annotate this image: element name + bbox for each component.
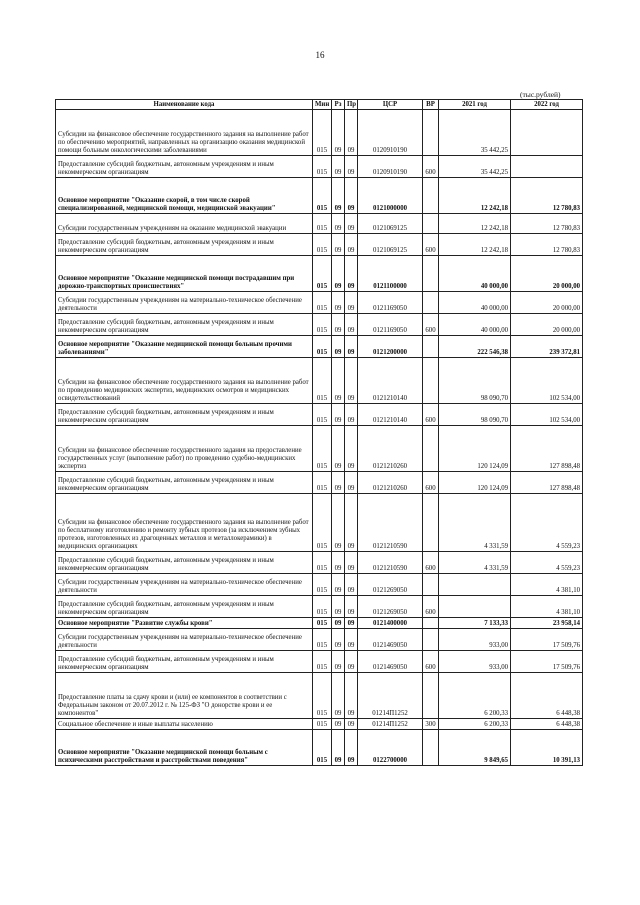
cell-min: 015 bbox=[313, 552, 332, 574]
cell-2022: 12 780,83 bbox=[511, 178, 583, 214]
cell-pr: 09 bbox=[345, 358, 358, 404]
table-row bbox=[56, 156, 583, 178]
table-row bbox=[56, 336, 583, 358]
table-row bbox=[56, 214, 583, 234]
cell-pr: 09 bbox=[345, 156, 358, 178]
cell-csr: 0120910190 bbox=[358, 110, 423, 156]
cell-vr: 600 bbox=[423, 596, 439, 618]
cell-min: 015 bbox=[313, 178, 332, 214]
cell-min: 015 bbox=[313, 719, 332, 730]
cell-2022: 17 509,76 bbox=[511, 629, 583, 651]
cell-csr: 0121100000 bbox=[358, 256, 423, 292]
cell-vr: 600 bbox=[423, 234, 439, 256]
cell-csr: 0121469050 bbox=[358, 629, 423, 651]
cell-pr: 09 bbox=[345, 110, 358, 156]
cell-min: 015 bbox=[313, 472, 332, 494]
cell-2021: 7 133,33 bbox=[439, 618, 511, 629]
cell-pr: 09 bbox=[345, 730, 358, 766]
cell-2021: 120 124,09 bbox=[439, 426, 511, 472]
cell-2021: 98 090,70 bbox=[439, 358, 511, 404]
cell-csr: 01214П1252 bbox=[358, 673, 423, 719]
table-row bbox=[56, 256, 583, 292]
cell-name: Субсидии государственным учреждениям на оказание медицинской эвакуации bbox=[56, 214, 313, 234]
cell-vr bbox=[423, 336, 439, 358]
cell-vr: 600 bbox=[423, 651, 439, 673]
cell-2021: 933,00 bbox=[439, 651, 511, 673]
cell-rz: 09 bbox=[332, 314, 345, 336]
table-row bbox=[56, 110, 583, 156]
cell-rz: 09 bbox=[332, 618, 345, 629]
units-label: (тыс.рублей) bbox=[520, 90, 561, 99]
cell-2022: 10 391,13 bbox=[511, 730, 583, 766]
cell-rz: 09 bbox=[332, 472, 345, 494]
cell-rz: 09 bbox=[332, 552, 345, 574]
cell-csr: 0121210590 bbox=[358, 494, 423, 552]
cell-vr: 600 bbox=[423, 404, 439, 426]
cell-csr: 0121210260 bbox=[358, 472, 423, 494]
cell-rz: 09 bbox=[332, 292, 345, 314]
cell-csr: 0121000000 bbox=[358, 178, 423, 214]
cell-vr bbox=[423, 673, 439, 719]
cell-2021: 98 090,70 bbox=[439, 404, 511, 426]
cell-rz: 09 bbox=[332, 214, 345, 234]
cell-2022: 4 559,23 bbox=[511, 552, 583, 574]
cell-pr: 09 bbox=[345, 404, 358, 426]
cell-name: Предоставление субсидий бюджетным, автономным учреждениям и иным некоммерческим организациям bbox=[56, 596, 313, 618]
table-row bbox=[56, 618, 583, 629]
cell-2022: 127 898,48 bbox=[511, 472, 583, 494]
cell-name: Социальное обеспечение и иные выплаты населению bbox=[56, 719, 313, 730]
cell-pr: 09 bbox=[345, 494, 358, 552]
cell-pr: 09 bbox=[345, 629, 358, 651]
cell-pr: 09 bbox=[345, 178, 358, 214]
cell-vr bbox=[423, 256, 439, 292]
header-2021: 2021 год bbox=[439, 100, 511, 110]
cell-pr: 09 bbox=[345, 574, 358, 596]
cell-rz: 09 bbox=[332, 426, 345, 472]
cell-min: 015 bbox=[313, 336, 332, 358]
cell-csr: 0121400000 bbox=[358, 618, 423, 629]
cell-name: Основное мероприятие "Оказание медицинской помощи больным прочими заболеваниями" bbox=[56, 336, 313, 358]
cell-rz: 09 bbox=[332, 673, 345, 719]
cell-2022: 23 958,14 bbox=[511, 618, 583, 629]
cell-vr bbox=[423, 214, 439, 234]
cell-min: 015 bbox=[313, 730, 332, 766]
table-row bbox=[56, 574, 583, 596]
cell-vr: 600 bbox=[423, 472, 439, 494]
table-row bbox=[56, 314, 583, 336]
cell-name: Субсидии государственным учреждениям на материально-техническое обеспечение деятельности bbox=[56, 574, 313, 596]
cell-2021: 40 000,00 bbox=[439, 314, 511, 336]
cell-vr: 600 bbox=[423, 314, 439, 336]
cell-name: Предоставление субсидий бюджетным, автономным учреждениям и иным некоммерческим организациям bbox=[56, 234, 313, 256]
table-row bbox=[56, 596, 583, 618]
cell-pr: 09 bbox=[345, 596, 358, 618]
cell-2022: 20 000,00 bbox=[511, 256, 583, 292]
cell-pr: 09 bbox=[345, 292, 358, 314]
cell-csr: 0121210140 bbox=[358, 358, 423, 404]
cell-csr: 0121069125 bbox=[358, 234, 423, 256]
cell-rz: 09 bbox=[332, 574, 345, 596]
table-row bbox=[56, 629, 583, 651]
cell-vr bbox=[423, 618, 439, 629]
cell-2021: 12 242,18 bbox=[439, 234, 511, 256]
cell-rz: 09 bbox=[332, 730, 345, 766]
cell-2021: 933,00 bbox=[439, 629, 511, 651]
table-row bbox=[56, 178, 583, 214]
table-row bbox=[56, 552, 583, 574]
cell-pr: 09 bbox=[345, 618, 358, 629]
cell-min: 015 bbox=[313, 358, 332, 404]
cell-min: 015 bbox=[313, 156, 332, 178]
cell-vr bbox=[423, 110, 439, 156]
cell-2022: 6 448,38 bbox=[511, 719, 583, 730]
cell-pr: 09 bbox=[345, 214, 358, 234]
cell-vr: 600 bbox=[423, 156, 439, 178]
cell-rz: 09 bbox=[332, 404, 345, 426]
cell-rz: 09 bbox=[332, 156, 345, 178]
cell-name: Основное мероприятие "Развитие службы крови" bbox=[56, 618, 313, 629]
cell-min: 015 bbox=[313, 214, 332, 234]
cell-vr bbox=[423, 730, 439, 766]
cell-name: Предоставление субсидий бюджетным, автономным учреждениям и иным некоммерческим организациям bbox=[56, 472, 313, 494]
cell-csr: 0120910190 bbox=[358, 156, 423, 178]
cell-rz: 09 bbox=[332, 234, 345, 256]
cell-2022: 12 780,83 bbox=[511, 214, 583, 234]
table-row bbox=[56, 404, 583, 426]
cell-2022: 239 372,81 bbox=[511, 336, 583, 358]
cell-2021: 4 331,59 bbox=[439, 494, 511, 552]
cell-2021: 40 000,00 bbox=[439, 256, 511, 292]
header-min: Мин bbox=[313, 100, 332, 110]
cell-csr: 0121269050 bbox=[358, 574, 423, 596]
cell-pr: 09 bbox=[345, 314, 358, 336]
table-row bbox=[56, 730, 583, 766]
cell-pr: 09 bbox=[345, 719, 358, 730]
cell-min: 015 bbox=[313, 651, 332, 673]
cell-2022: 4 381,10 bbox=[511, 574, 583, 596]
cell-rz: 09 bbox=[332, 178, 345, 214]
cell-2021: 6 200,33 bbox=[439, 673, 511, 719]
cell-csr: 0121169050 bbox=[358, 314, 423, 336]
cell-min: 015 bbox=[313, 110, 332, 156]
cell-csr: 0121469050 bbox=[358, 651, 423, 673]
cell-rz: 09 bbox=[332, 651, 345, 673]
cell-pr: 09 bbox=[345, 256, 358, 292]
cell-2021: 35 442,25 bbox=[439, 110, 511, 156]
cell-vr bbox=[423, 292, 439, 314]
table-row bbox=[56, 234, 583, 256]
table-row bbox=[56, 494, 583, 552]
cell-pr: 09 bbox=[345, 472, 358, 494]
cell-vr bbox=[423, 426, 439, 472]
cell-pr: 09 bbox=[345, 673, 358, 719]
cell-2022: 127 898,48 bbox=[511, 426, 583, 472]
cell-vr bbox=[423, 178, 439, 214]
cell-min: 015 bbox=[313, 234, 332, 256]
cell-name: Предоставление субсидий бюджетным, автономным учреждениям и иным некоммерческим организациям bbox=[56, 314, 313, 336]
cell-csr: 0121169050 bbox=[358, 292, 423, 314]
cell-name: Основное мероприятие "Оказание медицинской помощи пострадавшим при дорожно-транспортных происшествиях" bbox=[56, 256, 313, 292]
cell-csr: 0121210590 bbox=[358, 552, 423, 574]
cell-name: Предоставление субсидий бюджетным, автономным учреждениям и иным некоммерческим организациям bbox=[56, 156, 313, 178]
cell-2021: 120 124,09 bbox=[439, 472, 511, 494]
cell-min: 015 bbox=[313, 494, 332, 552]
cell-2022: 6 448,38 bbox=[511, 673, 583, 719]
cell-pr: 09 bbox=[345, 234, 358, 256]
cell-2021: 9 849,65 bbox=[439, 730, 511, 766]
cell-rz: 09 bbox=[332, 494, 345, 552]
cell-csr: 01214П1252 bbox=[358, 719, 423, 730]
table-header-row bbox=[56, 100, 583, 110]
cell-csr: 0121069125 bbox=[358, 214, 423, 234]
cell-2021: 6 200,33 bbox=[439, 719, 511, 730]
cell-2021: 35 442,25 bbox=[439, 156, 511, 178]
header-rz: Рз bbox=[332, 100, 345, 110]
table-row bbox=[56, 673, 583, 719]
cell-name: Предоставление субсидий бюджетным, автономным учреждениям и иным некоммерческим организациям bbox=[56, 404, 313, 426]
cell-min: 015 bbox=[313, 292, 332, 314]
cell-2022: 17 509,76 bbox=[511, 651, 583, 673]
cell-min: 015 bbox=[313, 673, 332, 719]
cell-pr: 09 bbox=[345, 651, 358, 673]
cell-2021 bbox=[439, 596, 511, 618]
cell-min: 015 bbox=[313, 618, 332, 629]
cell-rz: 09 bbox=[332, 336, 345, 358]
cell-name: Субсидии государственным учреждениям на материально-техническое обеспечение деятельности bbox=[56, 629, 313, 651]
cell-vr: 300 bbox=[423, 719, 439, 730]
cell-csr: 0121269050 bbox=[358, 596, 423, 618]
cell-name: Предоставление платы за сдачу крови и (или) ее компонентов в соответствии с Федеральным законом от 20.07.2012 г. № 125-ФЗ "О донорстве крови и ее компонентов" bbox=[56, 673, 313, 719]
page-number: 16 bbox=[315, 50, 325, 60]
header-2022: 2022 год bbox=[511, 100, 583, 110]
cell-name: Субсидии на финансовое обеспечение государственного задания на выполнение работ по проведению медицинских экспертиз, медицинских осмотров и медицинских освидетельствований bbox=[56, 358, 313, 404]
cell-name: Основное мероприятие "Оказание скорой, в том числе скорой специализированной, медицинской помощи, медицинской эвакуации" bbox=[56, 178, 313, 214]
cell-vr bbox=[423, 574, 439, 596]
cell-min: 015 bbox=[313, 404, 332, 426]
table-row bbox=[56, 719, 583, 730]
cell-vr bbox=[423, 629, 439, 651]
header-vr: ВР bbox=[423, 100, 439, 110]
table-row bbox=[56, 651, 583, 673]
cell-name: Субсидии на финансовое обеспечение государственного задания на предоставление государственных услуг (выполнение работ) по проведению судебно-медицинских экспертиз bbox=[56, 426, 313, 472]
cell-2021: 222 546,38 bbox=[439, 336, 511, 358]
cell-2022: 4 559,23 bbox=[511, 494, 583, 552]
cell-vr: 600 bbox=[423, 552, 439, 574]
cell-csr: 0121210260 bbox=[358, 426, 423, 472]
cell-csr: 0121200000 bbox=[358, 336, 423, 358]
cell-2021: 40 000,00 bbox=[439, 292, 511, 314]
cell-name: Субсидии на финансовое обеспечение государственного задания на выполнение работ по бесплатному изготовлению и ремонту зубных протезов (за исключением зубных протезов, изготовленных из драгоценных металлов и металлокерамики) в медицинских организациях bbox=[56, 494, 313, 552]
cell-2022: 102 534,00 bbox=[511, 404, 583, 426]
cell-name: Субсидии на финансовое обеспечение государственного задания на выполнение работ по обеспечению мероприятий, направленных на организацию оказания медицинской помощи больным онкологическими заболеваниями bbox=[56, 110, 313, 156]
cell-vr bbox=[423, 494, 439, 552]
cell-min: 015 bbox=[313, 629, 332, 651]
cell-min: 015 bbox=[313, 314, 332, 336]
cell-vr bbox=[423, 358, 439, 404]
cell-csr: 0122700000 bbox=[358, 730, 423, 766]
cell-name: Субсидии государственным учреждениям на материально-техническое обеспечение деятельности bbox=[56, 292, 313, 314]
cell-2022: 4 381,10 bbox=[511, 596, 583, 618]
table-row bbox=[56, 358, 583, 404]
cell-pr: 09 bbox=[345, 426, 358, 472]
cell-2021: 4 331,59 bbox=[439, 552, 511, 574]
table-row bbox=[56, 426, 583, 472]
header-pr: Пр bbox=[345, 100, 358, 110]
table-row bbox=[56, 472, 583, 494]
cell-min: 015 bbox=[313, 426, 332, 472]
cell-rz: 09 bbox=[332, 358, 345, 404]
cell-2022: 102 534,00 bbox=[511, 358, 583, 404]
cell-rz: 09 bbox=[332, 596, 345, 618]
cell-name: Предоставление субсидий бюджетным, автономным учреждениям и иным некоммерческим организациям bbox=[56, 651, 313, 673]
cell-min: 015 bbox=[313, 574, 332, 596]
cell-rz: 09 bbox=[332, 629, 345, 651]
cell-2021 bbox=[439, 574, 511, 596]
cell-pr: 09 bbox=[345, 336, 358, 358]
cell-rz: 09 bbox=[332, 110, 345, 156]
cell-2021: 12 242,18 bbox=[439, 178, 511, 214]
budget-table bbox=[55, 99, 583, 766]
cell-csr: 0121210140 bbox=[358, 404, 423, 426]
cell-2022 bbox=[511, 156, 583, 178]
cell-name: Предоставление субсидий бюджетным, автономным учреждениям и иным некоммерческим организациям bbox=[56, 552, 313, 574]
cell-2022: 12 780,83 bbox=[511, 234, 583, 256]
cell-pr: 09 bbox=[345, 552, 358, 574]
cell-min: 015 bbox=[313, 596, 332, 618]
cell-rz: 09 bbox=[332, 719, 345, 730]
table-row bbox=[56, 292, 583, 314]
cell-min: 015 bbox=[313, 256, 332, 292]
cell-2021: 12 242,18 bbox=[439, 214, 511, 234]
cell-name: Основное мероприятие "Оказание медицинской помощи больным с психическими расстройствами и расстройствами поведения" bbox=[56, 730, 313, 766]
cell-2022 bbox=[511, 110, 583, 156]
cell-rz: 09 bbox=[332, 256, 345, 292]
header-name: Наименование кода bbox=[56, 100, 313, 110]
cell-2022: 20 000,00 bbox=[511, 292, 583, 314]
cell-2022: 20 000,00 bbox=[511, 314, 583, 336]
header-csr: ЦСР bbox=[358, 100, 423, 110]
